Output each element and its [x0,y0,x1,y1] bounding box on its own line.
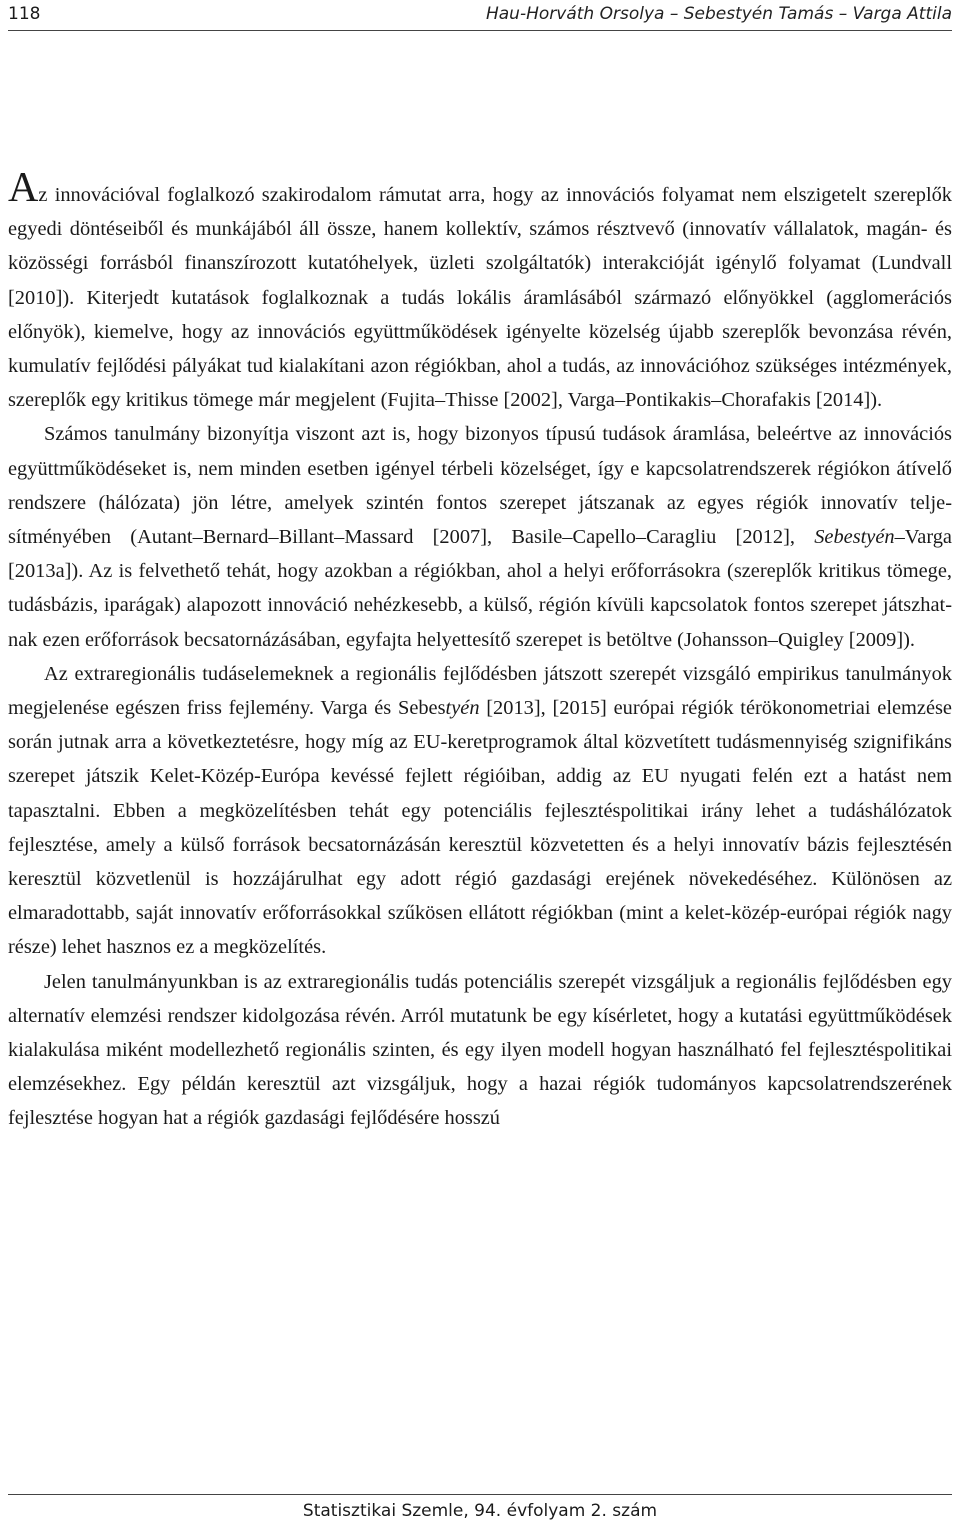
paragraph-2-text-c: –Varga [2013a]). Az is felvethető tehát, hogy azokban a régiókban, ahol a helyi erőforrásokra (szereplők kritikus tömege, tudásbázis, iparágak) alapozott innováció nehézkesebb, a külső, régión kívüli kapcsolatok fontos szerepet játszhatnak ezen erőforrások becsatornázásában, egyfajta helyettesítő szerepet is betöltve (Johansson–Quigley [2009]). [8,526,952,651]
page-number: 118 [8,4,41,24]
header-rule [8,30,952,31]
paragraph-1-text: z innovációval foglalkozó szakirodalom rámutat arra, hogy az innovációs folyamat nem elszigetelt szereplők egyedi döntéseiből és munkájából áll össze, hanem kollektív, számos résztvevő (innovatív vállalatok, magán- és közösségi forrásból finanszírozott kutatóhelyek, üzleti szolgáltatók) interakcióját igénylő folyamat (Lundvall [2010]). Kiterjedt kutatások foglalkoznak a tudás lokális áramlásából származó előnyökkel (agglomerációs előnyök), kiemelve, hogy az innovációs együttműködések igényelte közelség újabb szereplők bevonzása révén, kumulatív fejlődési pályákat tud kialakítani azon régiókban, ahol a tudás, az innovációhoz szükséges intézmények, szereplők egy kritikus tömege már megjelent (Fujita–Thisse [2002], Varga–Pontikakis–Chorafakis [2014]). [8,184,952,412]
journal-footer: Statisztikai Szemle, 94. évfolyam 2. szám [302,1501,658,1521]
dropcap-letter: A [8,165,39,211]
paragraph-2-text-a: Számos tanulmány bizonyítja viszont azt is, hogy bizonyos típusú tudások áramlása, beleértve az innovációs együttműködéseket is, nem minden esetben igényel térbeli közelséget, így e kapcsolatrendszerek régiókon átívelő rendszere (hálózata) jön létre, amelyek szintén fontos szerepet játszanak az egyes régiók innovatív teljesítményében (Autant–Bernard–Billant–Massard [2007], Basile–Capello–Caragliu [2012], [8,423,952,549]
paragraph-3 [8,657,952,965]
paragraph-2 [8,417,952,656]
footer-rule [8,1494,952,1495]
running-head-authors: Hau-Horváth Orsolya – Sebestyén Tamás – Varga Attila [485,4,952,24]
paragraph-4-text: Jelen tanulmányunkban is az extraregionális tudás potenciális szerepét vizsgáljuk a regionális fejlődésben egy alternatív elemzési rendszer kidolgozása révén. Arról mutatunk be egy kísérletet, hogy a kutatási együttműködések kialakulása miként modellezhető regionális szinten, és egy ilyen modell hogyan használható fel fejlesztéspolitikai elemzésekhez. Egy példán keresztül azt vizsgáljuk, hogy a hazai régiók tudományos kapcsolatrendszerének fejlesztése hogyan hat a régiók gazdasági fejlődésére hosszú [8,970,952,1130]
running-head [8,0,952,30]
paragraph-3-italic-fragment: tyén [445,697,480,720]
body-text [8,165,952,1136]
paragraph-2-italic-author: Sebestyén [814,526,895,549]
paragraph-1 [8,165,952,417]
paragraph-3-text-c: [2013], [2015] európai régiók térökonometriai elemzése során jutnak arra a következtetésre, hogy míg az EU-keretprogramok által közvetített tudásmennyiség szignifikáns szerepet játszik Kelet-Közép-Európa kevéssé fejlett régióiban, addig az EU nyugati felén ezt a hatást nem tapasztalni. Ebben a megközelítésben tehát egy potenciális fejlesztéspolitikai irány lehet a tudáshálózatok fejlesztése, amely a külső források becsatornázásán keresztül közvetetten és a helyi innovatív bázis fejlesztésén keresztül közvetlenül is hozzájárulhat egy adott régió gazdasági erejének növekedéséhez. Különösen az elmaradottabb, saját innovatív erőforrásokkal szűkösen ellátott régiókban (mint a kelet-közép-európai régiók nagy része) lehet hasznos ez a megközelítés. [8,697,952,959]
paragraph-3-text-a: Az extraregionális tudáselemeknek a regionális fejlődésben játszott szerepét vizsgáló empirikus tanulmányok megjelenése egészen friss fejlemény. Varga és Sebes [8,662,952,720]
paragraph-4 [8,965,952,1136]
